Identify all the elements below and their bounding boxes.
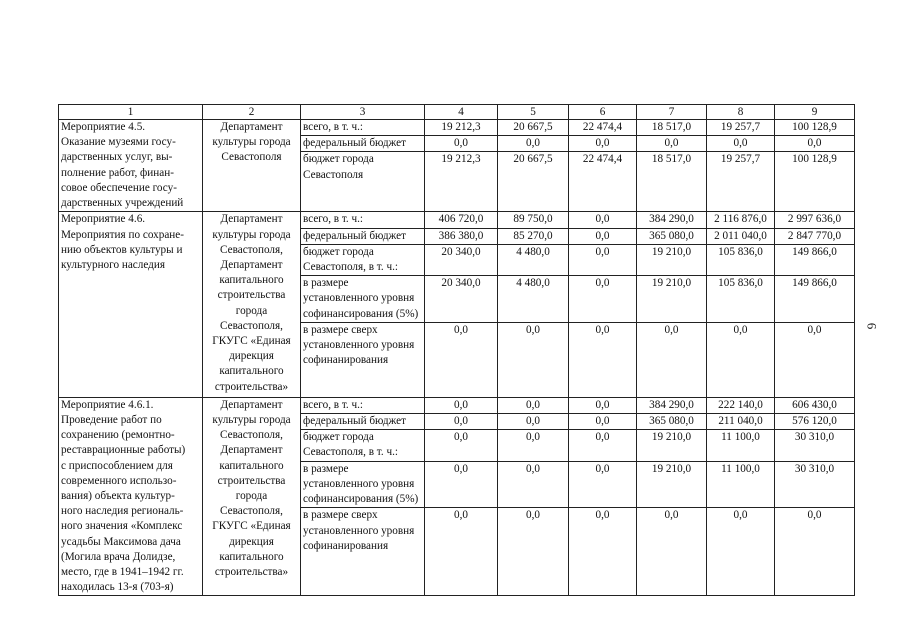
amount-cell: 0,0 — [425, 461, 498, 508]
amount-cell: 0,0 — [425, 414, 498, 430]
executor-text-line: Севастополя — [221, 151, 282, 164]
amount-cell: 19 212,3 — [425, 152, 498, 212]
measure-text-line: современного использо- — [61, 474, 177, 487]
amount-cell: 365 080,0 — [637, 414, 707, 430]
measure-text-line: с приспособлением для — [61, 459, 173, 472]
amount-cell: 0,0 — [569, 244, 637, 275]
executor-text-line: дирекция — [229, 535, 274, 548]
funding-source-cell: в размере установленного уровня софинансирования (5%) — [301, 276, 425, 323]
executor-text-line: капитального — [219, 459, 284, 472]
measure-text-line: усадьбы Максимова дача — [61, 535, 181, 548]
amount-cell: 0,0 — [425, 508, 498, 596]
amount-cell: 606 430,0 — [775, 397, 855, 413]
funding-source-cell: в размере установленного уровня софинансирования (5%) — [301, 461, 425, 508]
amount-cell: 18 517,0 — [637, 152, 707, 212]
measure-text-line: Оказание музеями госу- — [61, 136, 176, 149]
amount-cell: 85 270,0 — [498, 228, 569, 244]
header-cell: 2 — [203, 105, 301, 120]
funding-source-cell: бюджет города Севастополя, в т. ч.: — [301, 430, 425, 461]
amount-cell: 0,0 — [498, 508, 569, 596]
executor-text-line: Департамент — [220, 121, 283, 133]
amount-cell: 0,0 — [569, 430, 637, 461]
amount-cell: 0,0 — [775, 136, 855, 152]
amount-cell: 0,0 — [498, 430, 569, 461]
measure-text-line: находилась 13-я (703-я) — [61, 581, 174, 594]
amount-cell: 4 480,0 — [498, 244, 569, 275]
amount-cell: 384 290,0 — [637, 397, 707, 413]
executor-text-line: строительства — [217, 289, 286, 302]
amount-cell: 22 474,4 — [569, 152, 637, 212]
amount-cell: 11 100,0 — [707, 430, 775, 461]
amount-cell: 20 340,0 — [425, 276, 498, 323]
measure-text-line: полнение работ, финан- — [61, 166, 174, 179]
measure-text-line: Проведение работ по — [61, 414, 162, 427]
executor-text-line: строительства» — [214, 566, 289, 579]
measure-cell — [59, 212, 203, 397]
amount-cell: 105 836,0 — [707, 244, 775, 275]
amount-cell: 19 210,0 — [637, 430, 707, 461]
header-cell: 9 — [775, 105, 855, 120]
amount-cell: 2 847 770,0 — [775, 228, 855, 244]
amount-cell: 20 667,5 — [498, 152, 569, 212]
table-row — [59, 397, 855, 413]
measure-text-line: Мероприятие 4.6.1. — [61, 398, 154, 411]
amount-cell: 0,0 — [707, 322, 775, 397]
amount-cell: 11 100,0 — [707, 461, 775, 508]
measure-text-line: Мероприятие 4.6. — [61, 213, 146, 226]
amount-cell: 20 667,5 — [498, 120, 569, 136]
amount-cell: 2 011 040,0 — [707, 228, 775, 244]
executor-text-line: капитального — [219, 274, 284, 287]
executor-cell — [203, 212, 301, 397]
amount-cell: 0,0 — [637, 136, 707, 152]
table-row — [59, 120, 855, 136]
header-cell: 3 — [301, 105, 425, 120]
amount-cell: 89 750,0 — [498, 212, 569, 228]
funding-source-cell: всего, в т. ч.: — [301, 120, 425, 136]
amount-cell: 30 310,0 — [775, 430, 855, 461]
measure-text-line: культурного наследия — [61, 259, 165, 272]
funding-source-cell: в размере сверх установленного уровня софинанирования — [301, 322, 425, 397]
measure-text-line: дарственных учреждений — [61, 197, 184, 210]
executor-text-line: Департамент — [220, 444, 283, 457]
amount-cell: 384 290,0 — [637, 212, 707, 228]
funding-source-cell: в размере сверх установленного уровня софинанирования — [301, 508, 425, 596]
header-cell: 1 — [59, 105, 203, 120]
executor-text-line: капитального — [219, 365, 284, 378]
executor-text-line: Департамент — [220, 213, 283, 226]
executor-text-line: культуры города — [212, 136, 291, 149]
amount-cell: 19 257,7 — [707, 152, 775, 212]
amount-cell: 386 380,0 — [425, 228, 498, 244]
executor-text-line: Севастополя, — [220, 505, 283, 518]
funding-source-cell: всего, в т. ч.: — [301, 397, 425, 413]
executor-cell — [203, 120, 301, 212]
amount-cell: 4 480,0 — [498, 276, 569, 323]
funding-source-cell: федеральный бюджет — [301, 414, 425, 430]
executor-text-line: строительства — [217, 474, 286, 487]
amount-cell: 0,0 — [569, 414, 637, 430]
amount-cell: 18 517,0 — [637, 120, 707, 136]
executor-text-line: города — [235, 304, 268, 317]
measure-text-line: Мероприятие 4.5. — [61, 121, 146, 133]
amount-cell: 22 474,4 — [569, 120, 637, 136]
executor-text-line: города — [235, 490, 268, 503]
amount-cell: 0,0 — [637, 322, 707, 397]
funding-source-cell: всего, в т. ч.: — [301, 212, 425, 228]
amount-cell: 0,0 — [498, 397, 569, 413]
amount-cell: 222 140,0 — [707, 397, 775, 413]
amount-cell: 19 210,0 — [637, 461, 707, 508]
amount-cell: 576 120,0 — [775, 414, 855, 430]
funding-table — [58, 104, 855, 596]
measure-text-line: вания) объекта культур- — [61, 490, 175, 503]
amount-cell: 0,0 — [569, 212, 637, 228]
executor-text-line: Департамент — [220, 259, 283, 272]
executor-text-line: Севастополя, — [220, 243, 283, 256]
executor-text-line: строительства» — [214, 380, 289, 393]
amount-cell: 0,0 — [498, 414, 569, 430]
measure-text-line: реставрационные работы) — [61, 444, 186, 457]
measure-text-line: дарственных услуг, вы- — [61, 151, 173, 164]
executor-text-line: Севастополя, — [220, 319, 283, 332]
header-cell: 8 — [707, 105, 775, 120]
amount-cell: 211 040,0 — [707, 414, 775, 430]
amount-cell: 0,0 — [425, 397, 498, 413]
measure-cell — [59, 120, 203, 212]
executor-text-line: Департамент — [220, 398, 283, 411]
executor-text-line: культуры города — [212, 228, 291, 241]
executor-text-line: капитального — [219, 550, 284, 563]
measure-cell — [59, 397, 203, 596]
amount-cell: 0,0 — [498, 322, 569, 397]
amount-cell: 0,0 — [498, 461, 569, 508]
amount-cell: 100 128,9 — [775, 120, 855, 136]
measure-text-line: ного наследия региональ- — [61, 505, 184, 518]
funding-source-cell: бюджет города Севастополя, в т. ч.: — [301, 244, 425, 275]
amount-cell: 19 210,0 — [637, 244, 707, 275]
amount-cell: 19 210,0 — [637, 276, 707, 323]
amount-cell: 0,0 — [707, 508, 775, 596]
amount-cell: 0,0 — [775, 508, 855, 596]
amount-cell: 0,0 — [425, 136, 498, 152]
amount-cell: 149 866,0 — [775, 276, 855, 323]
funding-source-cell: федеральный бюджет — [301, 228, 425, 244]
amount-cell: 0,0 — [569, 461, 637, 508]
amount-cell: 19 212,3 — [425, 120, 498, 136]
amount-cell: 0,0 — [775, 322, 855, 397]
measure-text-line: (Могила врача Долидзе, — [61, 550, 176, 563]
measure-text-line: нию объектов культуры и — [61, 243, 183, 256]
amount-cell: 149 866,0 — [775, 244, 855, 275]
measure-text-line: сохранению (ремонтно- — [61, 429, 175, 442]
header-cell: 6 — [569, 105, 637, 120]
amount-cell: 0,0 — [707, 136, 775, 152]
header-cell: 4 — [425, 105, 498, 120]
executor-text-line: культуры города — [212, 414, 291, 427]
amount-cell: 105 836,0 — [707, 276, 775, 323]
amount-cell: 100 128,9 — [775, 152, 855, 212]
measure-text-line: Мероприятия по сохране- — [61, 228, 184, 241]
header-row — [59, 105, 855, 120]
amount-cell: 2 116 876,0 — [707, 212, 775, 228]
amount-cell: 0,0 — [569, 508, 637, 596]
amount-cell: 0,0 — [569, 397, 637, 413]
measure-text-line: совое обеспечение госу- — [61, 181, 177, 194]
amount-cell: 0,0 — [637, 508, 707, 596]
amount-cell: 30 310,0 — [775, 461, 855, 508]
amount-cell: 19 257,7 — [707, 120, 775, 136]
amount-cell: 0,0 — [425, 430, 498, 461]
amount-cell: 365 080,0 — [637, 228, 707, 244]
header-cell: 7 — [637, 105, 707, 120]
amount-cell: 406 720,0 — [425, 212, 498, 228]
amount-cell: 0,0 — [569, 136, 637, 152]
amount-cell: 20 340,0 — [425, 244, 498, 275]
page-number: 6 — [864, 322, 880, 330]
amount-cell: 0,0 — [425, 322, 498, 397]
funding-source-cell: бюджет города Севастополя — [301, 152, 425, 212]
header-cell: 5 — [498, 105, 569, 120]
amount-cell: 0,0 — [569, 228, 637, 244]
executor-text-line: ГКУГС «Единая — [212, 520, 291, 533]
executor-cell — [203, 397, 301, 596]
funding-source-cell: федеральный бюджет — [301, 136, 425, 152]
executor-text-line: Севастополя, — [220, 429, 283, 442]
measure-text-line: ного значения «Комплекс — [61, 520, 183, 533]
amount-cell: 2 997 636,0 — [775, 212, 855, 228]
amount-cell: 0,0 — [569, 322, 637, 397]
amount-cell: 0,0 — [569, 276, 637, 323]
executor-text-line: дирекция — [229, 350, 274, 363]
table-row — [59, 212, 855, 228]
amount-cell: 0,0 — [498, 136, 569, 152]
executor-text-line: ГКУГС «Единая — [212, 335, 291, 348]
measure-text-line: место, где в 1941–1942 гг. — [61, 566, 184, 579]
